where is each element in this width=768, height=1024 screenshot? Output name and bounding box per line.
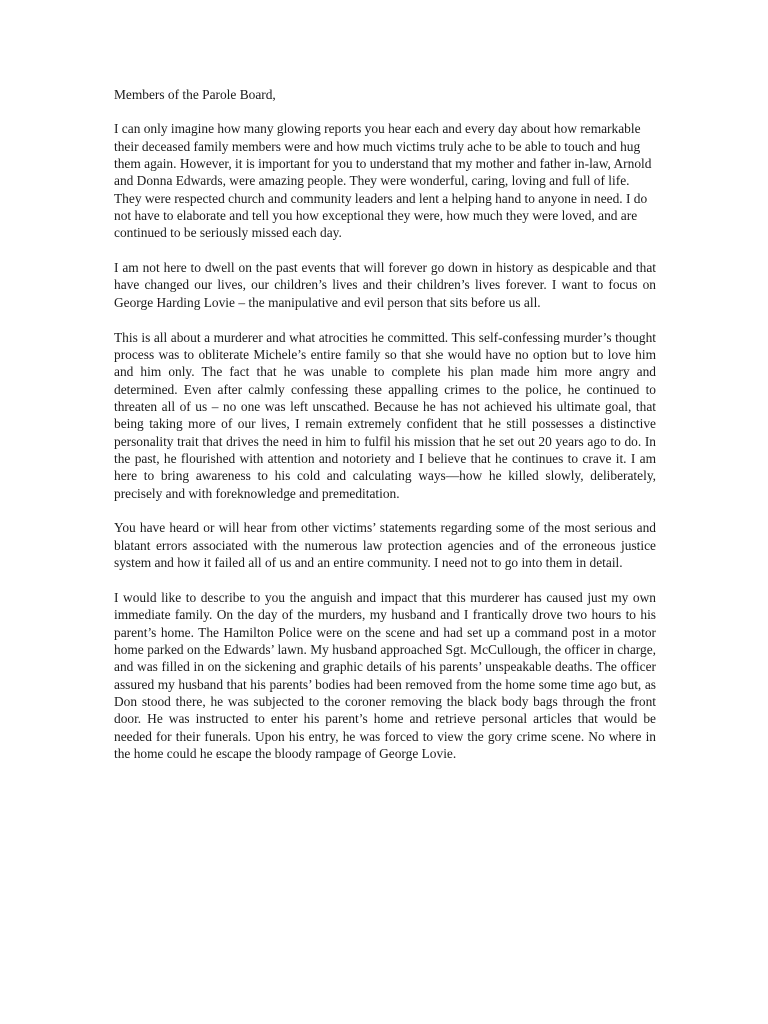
letter-body: [114, 86, 656, 780]
paragraph-purpose: I am not here to dwell on the past events that will forever go down in history as despicable and that have changed our lives, our children’s lives and their children’s lives forever. I want to focus on George Harding Lovie – the manipulative and evil person that sits before us all.: [114, 260, 656, 310]
paragraph-murderer: This is all about a murderer and what atrocities he committed. This self-confessing murder’s thought process was to obliterate Michele’s entire family so that she would have no option but to love him and him only. The fact that he was unable to complete his plan made him more angry and determined. Even after calmly confessing these appalling crimes to the police, he continued to threaten all of us – no one was left unscathed. Because he has not achieved his ultimate goal, that being taking more of our lives, I remain extremely confident that he still possesses a distinctive personality trait that drives the need in him to fulfil his mission that he set out 20 years ago to do. In the past, he flourished with attention and notoriety and I believe that he continues to crave it. I am here to bring awareness to his cold and calculating ways—how he killed slowly, deliberately, precisely and with foreknowledge and premeditation.: [114, 329, 656, 501]
paragraph-intro: I can only imagine how many glowing reports you hear each and every day about how remarkable their deceased family members were and how much victims truly ache to be able to touch and hug them again. However, it is important for you to understand that my mother and father in-law, Arnold and Donna Edwards, were amazing people. They were wonderful, caring, loving and full of life. They were respected church and community leaders and lent a helping hand to anyone in need. I do not have to elaborate and tell you how exceptional they were, how much they were loved, and are continued to be seriously missed each day.: [114, 121, 652, 241]
paragraph-impact: I would like to describe to you the anguish and impact that this murderer has caused just my own immediate family. On the day of the murders, my husband and I frantically drove two hours to his parent’s home. The Hamilton Police were on the scene and had set up a command post in a motor home parked on the Edwards’ lawn. My husband approached Sgt. McCullough, the officer in charge, and was filled in on the sickening and graphic details of his parents’ unspeakable deaths. The officer assured my husband that his parents’ bodies had been removed from the home some time ago but, as Don stood there, he was subjected to the coroner removing the black body bags through the front door. He was instructed to enter his parent’s home and retrieve personal articles that would be needed for their funerals. Upon his entry, he was forced to view the gory crime scene. No where in the home could he escape the bloody rampage of George Lovie.: [114, 589, 656, 761]
paragraph-errors: You have heard or will hear from other victims’ statements regarding some of the most serious and blatant errors associated with the numerous law protection agencies and of the erroneous justice system and how it failed all of us and an entire community. I need not to go into them in detail.: [114, 520, 656, 571]
salutation: Members of the Parole Board,: [114, 87, 276, 102]
